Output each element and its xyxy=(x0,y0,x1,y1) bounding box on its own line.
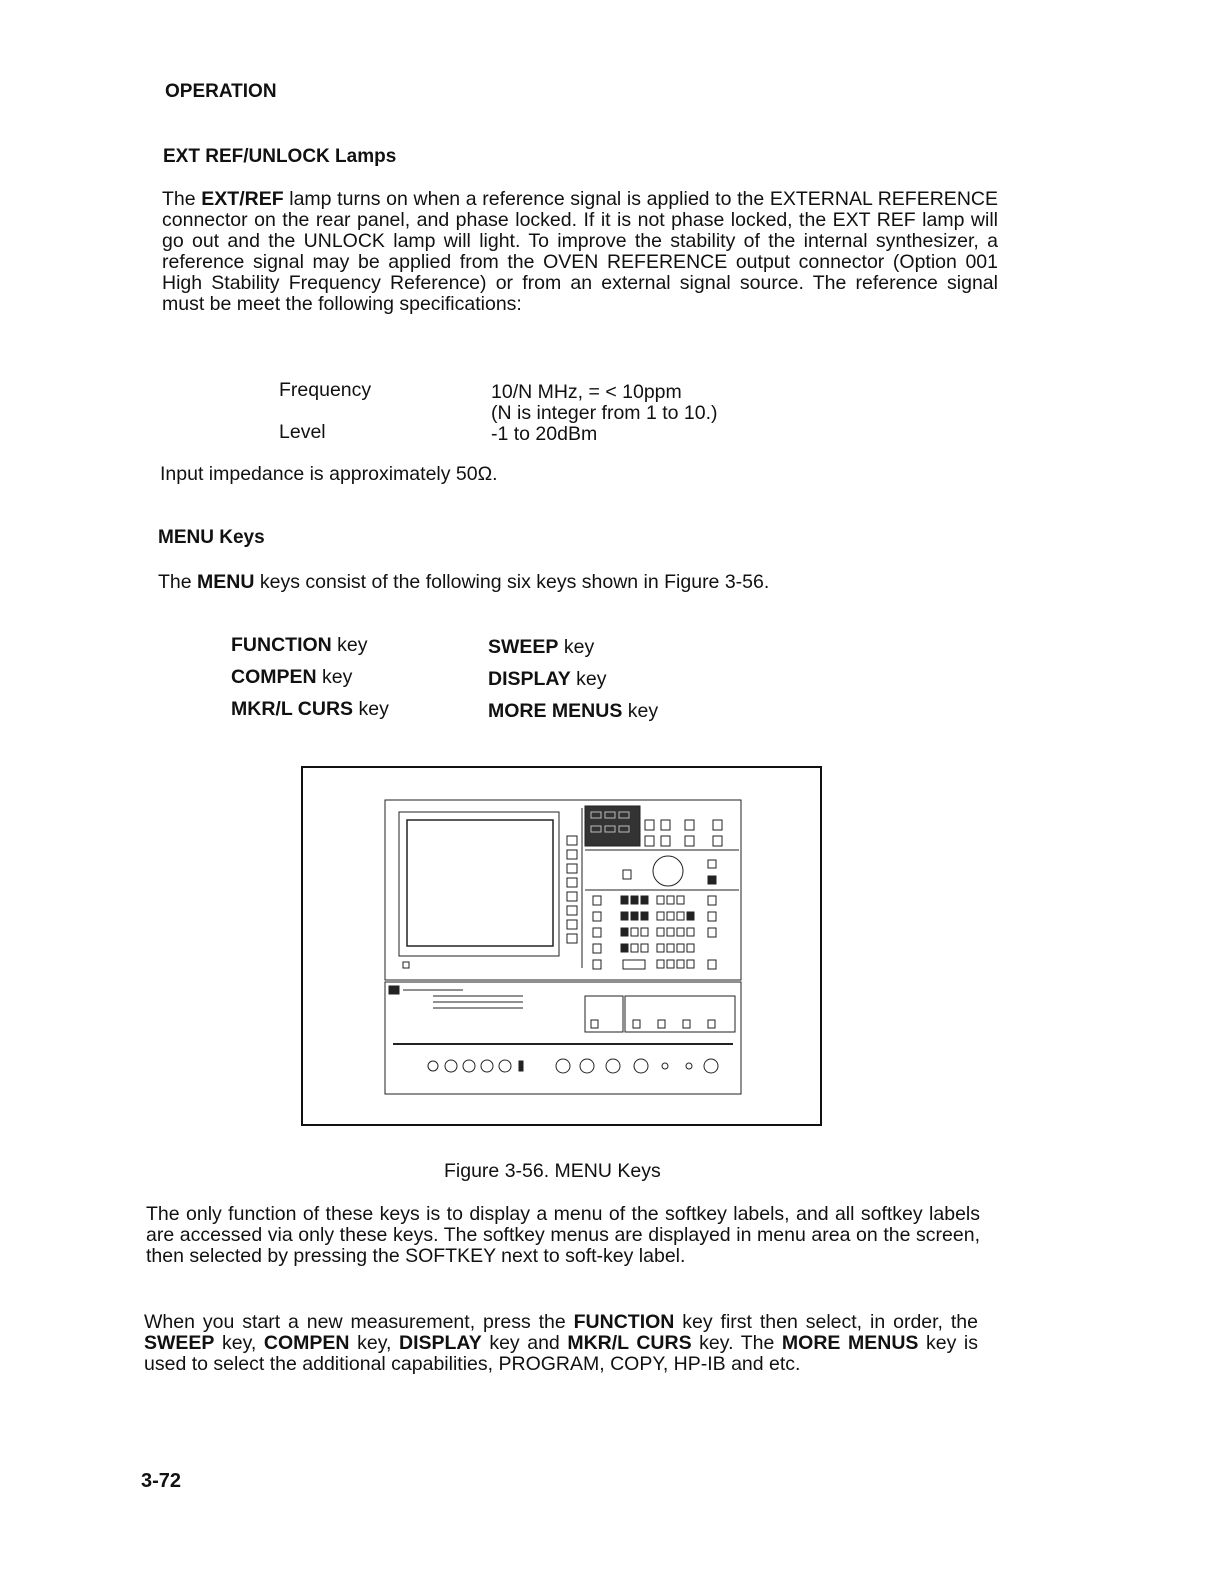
key-display: DISPLAY key xyxy=(488,668,607,690)
menu-intro: The MENU keys consist of the following six keys shown in Figure 3-56. xyxy=(158,571,770,593)
spec-frequency-value: 10/N MHz, = < 10ppm xyxy=(491,381,682,403)
spec-level-value: -1 to 20dBm xyxy=(491,423,598,445)
front-connectors xyxy=(428,1059,718,1073)
section-title: OPERATION xyxy=(165,81,277,102)
menu-paragraph-1: The only function of these keys is to display a menu of the softkey labels, and all softkey labels are accessed via only these keys. The softkey menus are displayed in menu area on the screen, then selected by pressing the SOFTKEY next to soft-key label. xyxy=(146,1203,980,1267)
test-set-unit xyxy=(385,982,741,1094)
rotary-knob xyxy=(653,856,683,886)
menu-heading: MENU Keys xyxy=(158,527,265,548)
entry-keypad xyxy=(593,896,716,969)
spec-frequency-note: (N is integer from 1 to 10.) xyxy=(491,402,718,424)
key-compen: COMPEN key xyxy=(231,666,353,688)
impedance-text: Input impedance is approximately 50Ω. xyxy=(160,463,498,485)
key-function: FUNCTION key xyxy=(231,634,368,656)
spec-level-label: Level xyxy=(279,421,326,443)
key-more-menus: MORE MENUS key xyxy=(488,700,659,722)
figure-caption: Figure 3-56. MENU Keys xyxy=(444,1160,661,1182)
ext-ref-paragraph: The EXT/REF lamp turns on when a reference signal is applied to the EXTERNAL REFERENCE connector on the rear panel, and phase locked. If it is not phase locked, the EXT REF lamp will go out and the UNLOCK lamp will light. To improve the stability of the internal synthesizer, a reference signal may be applied from the OVEN REFERENCE output connector (Option 001 High Stability Frequency Reference) or from an external signal source. The reference signal must be meet the following specifications: xyxy=(162,188,998,315)
softkey-column xyxy=(567,836,577,943)
page-number: 3-72 xyxy=(141,1470,182,1492)
figure-frame xyxy=(301,766,822,1126)
menu-paragraph-2: When you start a new measurement, press the FUNCTION key first then select, in order, the SWEEP key, COMPEN key, DISPLAY key and MKR/L CURS key. The MORE MENUS key is used to select the additional capabilities, PROGRAM, COPY, HP-IB and etc. xyxy=(144,1311,979,1375)
instrument-front-panel-illustration xyxy=(303,768,820,1124)
key-mkr-curs: MKR/L CURS key xyxy=(231,698,389,720)
spec-frequency-label: Frequency xyxy=(279,379,372,401)
key-sweep: SWEEP key xyxy=(488,636,595,658)
ext-ref-heading: EXT REF/UNLOCK Lamps xyxy=(163,146,397,167)
